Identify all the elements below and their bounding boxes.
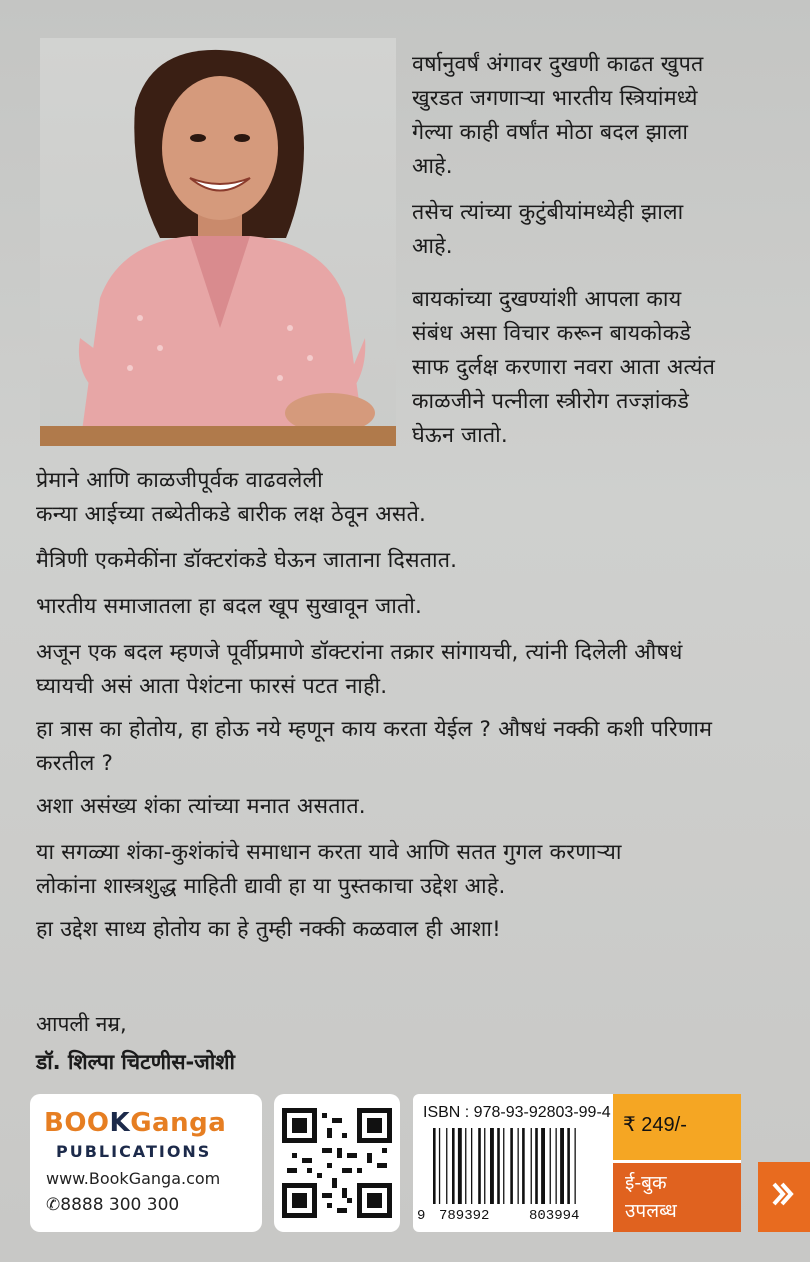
- paragraph-3: बायकांच्या दुखण्यांशी आपला काय संबंध असा विचार करून बायकोकडे साफ दुर्लक्ष करणारा नवरा आता अत्यंत काळजीने पत्नीला स्त्रीरोग तज्ज्ञांकडे घेऊन जातो.: [412, 287, 716, 448]
- chevron-icon: [770, 1180, 796, 1210]
- barcode: [423, 1128, 613, 1208]
- closing-line: आपली नम्र,: [36, 1012, 127, 1036]
- price-value: ₹ 249/-: [623, 1114, 687, 1136]
- phone-icon: ✆: [46, 1195, 61, 1215]
- paragraph-7: अजून एक बदल म्हणजे पूर्वीप्रमाणे डॉक्टरांना तक्रार सांगायची, त्यांनी दिलेली औषधं घ्यायची असं आता पेशंटना फारसं पटत नाही.: [36, 640, 683, 699]
- barcode-bar: [541, 1128, 545, 1204]
- paragraph-2: तसेच त्यांच्या कुटुंबीयांमध्येही झाला आहे.: [412, 200, 684, 259]
- publisher-website[interactable]: www.BookGanga.com: [46, 1169, 221, 1188]
- barcode-bar: [535, 1128, 538, 1204]
- barcode-bar: [567, 1128, 570, 1204]
- ebook-line-2: उपलब्ध: [625, 1200, 677, 1222]
- publisher-subtitle: PUBLICATIONS: [56, 1142, 212, 1161]
- barcode-bar: [575, 1128, 576, 1204]
- publisher-logo: BOOKGanga: [44, 1108, 227, 1138]
- barcode-bar: [556, 1128, 557, 1204]
- barcode-bar: [458, 1128, 462, 1204]
- paragraph-11: हा उद्देश साध्य होतोय का हे तुम्ही नक्की कळवाल ही आशा!: [36, 917, 501, 942]
- isbn-digit-first: 9: [417, 1208, 426, 1224]
- barcode-bar: [465, 1128, 466, 1204]
- barcode-bar: [433, 1128, 436, 1204]
- barcode-bar: [439, 1128, 440, 1204]
- publisher-box: [30, 1094, 262, 1232]
- barcode-bar: [497, 1128, 500, 1204]
- paragraph-6: भारतीय समाजातला हा बदल खूप सुखावून जातो.: [36, 594, 423, 619]
- barcode-bar: [471, 1128, 472, 1204]
- barcode-bar: [510, 1128, 513, 1204]
- ebook-badge: [613, 1163, 741, 1232]
- paragraph-8: हा त्रास का होतोय, हा होऊ नये म्हणून काय करता येईल ? औषधं नक्की कशी परिणाम करतील ?: [36, 717, 713, 776]
- isbn-group-right: 803994: [529, 1208, 580, 1224]
- isbn-group-left: 789392: [439, 1208, 490, 1224]
- publisher-phone: ✆8888 300 300: [46, 1195, 180, 1215]
- paragraph-9: अशा असंख्य शंका त्यांच्या मनात असतात.: [36, 794, 366, 819]
- paragraph-1: वर्षानुवर्षं अंगावर दुखणी काढत खुपत खुरडत जगणाऱ्या भारतीय स्त्रियांमध्ये गेल्या काही वर्षांत मोठा बदल झाला आहे.: [412, 52, 704, 179]
- price-tag: [613, 1094, 741, 1160]
- isbn-label: ISBN : 978-93-92803-99-4: [423, 1104, 611, 1121]
- barcode-bar: [478, 1128, 481, 1204]
- qr-code[interactable]: [282, 1105, 392, 1221]
- barcode-bar: [490, 1128, 494, 1204]
- barcode-bar: [522, 1128, 525, 1204]
- barcode-bar: [503, 1128, 504, 1204]
- barcode-bar: [484, 1128, 485, 1204]
- author-name: डॉ. शिल्पा चिटणीस-जोशी: [36, 1050, 235, 1074]
- barcode-bar: [560, 1128, 564, 1204]
- paragraph-5: मैत्रिणी एकमेकींना डॉक्टरांकडे घेऊन जाताना दिसतात.: [36, 548, 458, 573]
- barcode-bar: [550, 1128, 551, 1204]
- barcode-bar: [531, 1128, 532, 1204]
- qr-code-box: [274, 1094, 400, 1232]
- ebook-line-1: ई-बुक: [625, 1172, 667, 1194]
- author-photo: [40, 38, 396, 446]
- publisher-corner-mark: [758, 1162, 810, 1232]
- barcode-bar: [452, 1128, 455, 1204]
- paragraph-10: या सगळ्या शंका-कुशंकांचे समाधान करता यावे आणि सतत गुगल करणाऱ्या लोकांना शास्त्रशुद्ध माहिती द्यावी हा या पुस्तकाचा उद्देश आहे.: [36, 840, 622, 899]
- paragraph-4: प्रेमाने आणि काळजीपूर्वक वाढवलेली कन्या आईच्या तब्येतीकडे बारीक लक्ष ठेवून असते.: [36, 468, 427, 527]
- barcode-bar: [518, 1128, 519, 1204]
- barcode-bar: [446, 1128, 447, 1204]
